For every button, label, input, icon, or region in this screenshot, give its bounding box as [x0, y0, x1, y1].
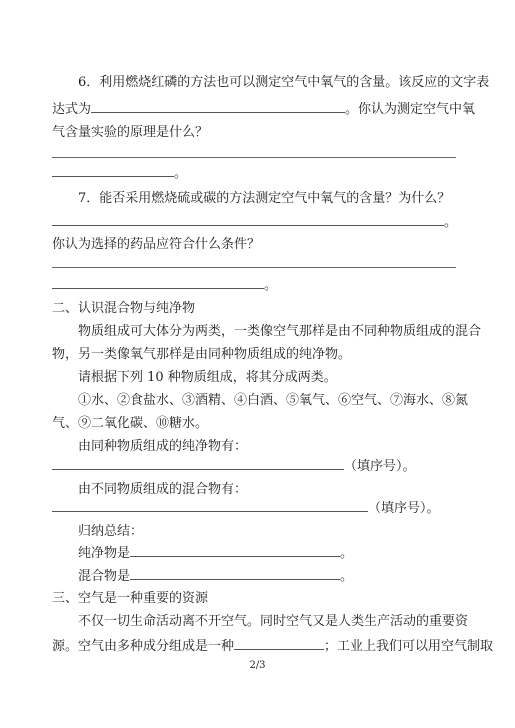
q6-line-2 [52, 99, 475, 119]
s3-mixture-blank[interactable] [234, 636, 324, 650]
q6-line-2-suffix: 。你认为测定空气中氧 [345, 102, 476, 117]
q7-answer-blank-2[interactable] [52, 275, 264, 289]
s2-pure-period: 。 [340, 546, 354, 561]
mixture-definition-blank[interactable] [130, 566, 340, 580]
q6-line-1: 6．利用燃烧红磷的方法也可以测定空气中氧气的含量。该反应的文字表 [78, 75, 490, 90]
mixture-blank[interactable] [52, 498, 368, 512]
s2-pure-label: 纯净物是 [78, 546, 131, 561]
pure-substance-blank[interactable] [52, 456, 344, 470]
q7-end-1: 。 [444, 215, 458, 230]
s2-mixture-answer-line [52, 498, 440, 518]
s2-items-line-1: ①水、②食盐水、③酒精、④白酒、⑤氧气、⑥空气、⑦海水、⑧氮 [78, 393, 469, 408]
s2-mixture-period: 。 [340, 569, 354, 584]
q6-line-5 [52, 163, 187, 183]
q6-line-2-prefix: 达式为 [52, 102, 92, 117]
q6-line-3: 气含量实验的原理是什么？ [52, 125, 209, 140]
s2-mixture-suffix: （填序号）。 [368, 501, 440, 516]
section-3-heading: 三、空气是一种重要的资源 [52, 591, 209, 606]
s3-line-2-prefix: 源。空气由多种成分组成是一种 [52, 639, 235, 654]
q7-end-2: 。 [264, 278, 278, 293]
pure-definition-blank[interactable] [130, 543, 340, 557]
q6-answer-rule-1[interactable] [52, 157, 456, 158]
s3-line-2 [52, 636, 493, 656]
s2-items-line-2: 气、⑨二氧化碳、⑩糖水。 [52, 416, 209, 431]
s2-pure-definition [78, 543, 353, 563]
s2-pure-prompt: 由同种物质组成的纯净物有： [78, 439, 248, 454]
q6-end: 。 [174, 166, 188, 181]
s2-summary: 归纳总结： [78, 524, 144, 539]
q7-answer-rule-1[interactable] [52, 267, 456, 268]
s2-p1-line-1: 物质组成可大体分为两类，一类像空气那样是由不同种物质组成的混合 [78, 324, 482, 339]
s2-p1-line-2: 物，另一类像氧气那样是由同种物质组成的纯净物。 [52, 347, 352, 362]
page-number: 2/3 [249, 660, 266, 671]
s2-pure-answer-line [52, 456, 416, 476]
s2-pure-suffix: （填序号）。 [344, 459, 416, 474]
s2-mixture-label: 混合物是 [78, 569, 131, 584]
q6-expression-blank[interactable] [91, 99, 345, 113]
q7-line-5 [52, 275, 277, 295]
s2-p2: 请根据下列 10 种物质组成，将其分成两类。 [78, 370, 337, 385]
section-2-heading: 二、认识混合物与纯净物 [52, 301, 196, 316]
s3-line-2-suffix: ；工业上我们可以用空气制取 [324, 639, 494, 654]
q7-line-2 [52, 212, 457, 232]
q7-reason-blank[interactable] [52, 212, 444, 226]
s2-mixture-prompt: 由不同物质组成的混合物有： [78, 482, 248, 497]
q6-answer-blank-2[interactable] [52, 163, 174, 177]
s3-line-1: 不仅一切生命活动离不开空气。同时空气又是人类生产活动的重要资 [78, 614, 469, 629]
q7-line-1: 7．能否采用燃烧硫或碳的方法测定空气中氧气的含量？为什么？ [78, 191, 451, 206]
s2-mixture-definition [78, 566, 353, 586]
q7-line-3: 你认为选择的药品应符合什么条件？ [52, 237, 261, 252]
